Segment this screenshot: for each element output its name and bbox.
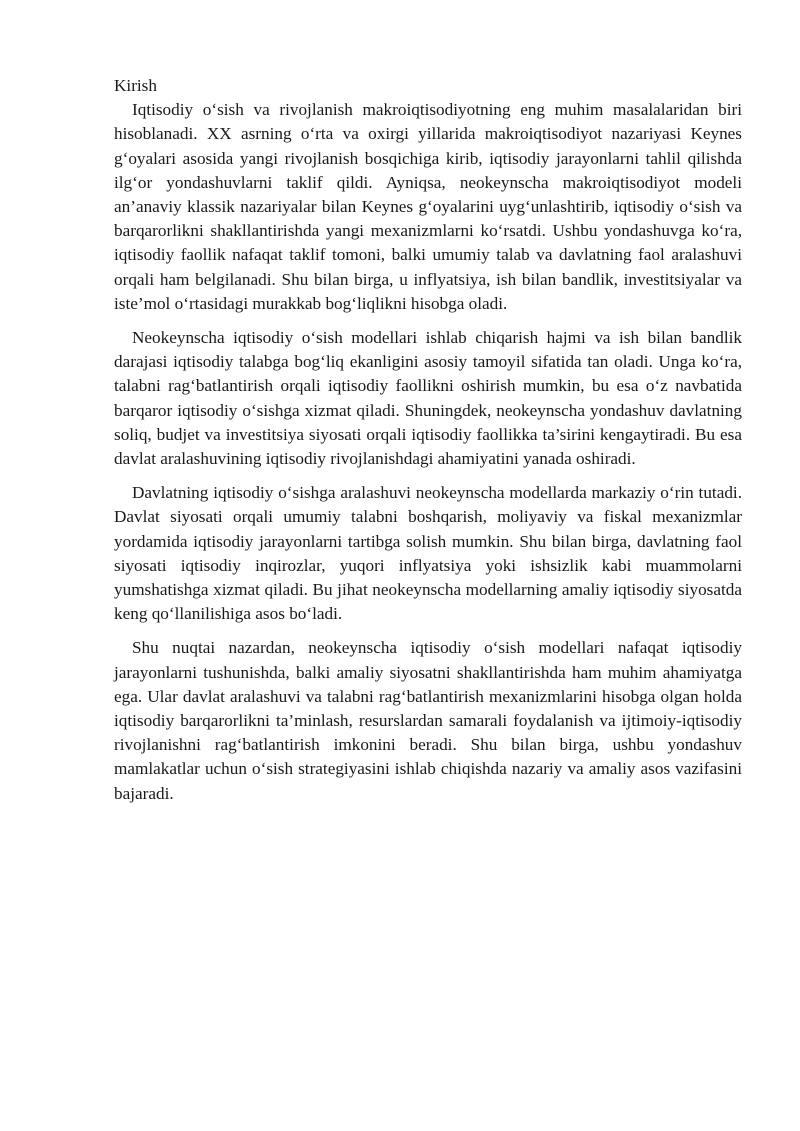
paragraph-4: Shu nuqtai nazardan, neokeynscha iqtisodiy o‘sish modellari nafaqat iqtisodiy jarayonlarni tushunishda, balki amaliy siyosatni shakllantirishda ham muhim ahamiyatga ega. Ular davlat aralashuvi va talabni rag‘batlantirish mexanizmlarini hisobga olgan holda iqtisodiy barqarorlikni ta’minlash, resurslardan samarali foydalanish va ijtimoiy-iqtisodiy rivojlanishni rag‘batlantirish imkonini beradi. Shu bilan birga, ushbu yondashuv mamlakatlar uchun o‘sish strategiyasini ishlab chiqishda nazariy va amaliy asos vazifasini bajaradi. xyxy=(114,638,742,803)
paragraph-2: Neokeynscha iqtisodiy o‘sish modellari ishlab chiqarish hajmi va ish bilan bandlik darajasi iqtisodiy talabga bog‘liq ekanligini asosiy tamoyil sifatida tan oladi. Unga ko‘ra, talabni rag‘batlantirish orqali iqtisodiy faollikni oshirish mumkin, bu esa o‘z navbatida barqaror iqtisodiy o‘sishga xizmat qiladi. Shuningdek, neokeynscha yondashuv davlatning soliq, budjet va investitsiya siyosati orqali iqtisodiy faollikka ta’sirini kengaytiradi. Bu esa davlat aralashuvining iqtisodiy rivojlanishdagi ahamiyatini yanada oshiradi. xyxy=(114,328,742,469)
paragraph-3: Davlatning iqtisodiy o‘sishga aralashuvi neokeynscha modellarda markaziy o‘rin tutadi. Davlat siyosati orqali umumiy talabni boshqarish, moliyaviy va fiskal mexanizmlar yordamida iqtisodiy jarayonlarni tartibga solish mumkin. Shu bilan birga, davlatning faol siyosati iqtisodiy inqirozlar, yuqori inflyatsiya yoki ishsizlik kabi muammolarni yumshatishga xizmat qiladi. Bu jihat neokeynscha modellarning amaliy iqtisodiy siyosatda keng qo‘llanilishiga asos bo‘ladi. xyxy=(114,483,742,624)
paragraph-1: Iqtisodiy o‘sish va rivojlanish makroiqtisodiyotning eng muhim masalalaridan biri hisoblanadi. XX asrning o‘rta va oxirgi yillarida makroiqtisodiyot nazariyasi Keynes g‘oyalari asosida yangi rivojlanish bosqichiga kirib, iqtisodiy jarayonlarni tahlil qilishda ilg‘or yondashuvlarni taklif qildi. Ayniqsa, neokeynscha makroiqtisodiyot modeli an’anaviy klassik nazariyalar bilan Keynes g‘oyalarini uyg‘unlashtirib, iqtisodiy o‘sish va barqarorlikni shakllantirishda yangi mexanizmlarni ko‘rsatdi. Ushbu yondashuvga ko‘ra, iqtisodiy faollik nafaqat taklif tomoni, balki umumiy talab va davlatning faol aralashuvi orqali ham belgilanadi. Shu bilan birga, u inflyatsiya, ish bilan bandlik, investitsiyalar va iste’mol o‘rtasidagi murakkab bog‘liqlikni hisobga oladi. xyxy=(114,100,742,313)
section-heading: Kirish xyxy=(114,76,157,95)
document-page xyxy=(114,74,742,816)
